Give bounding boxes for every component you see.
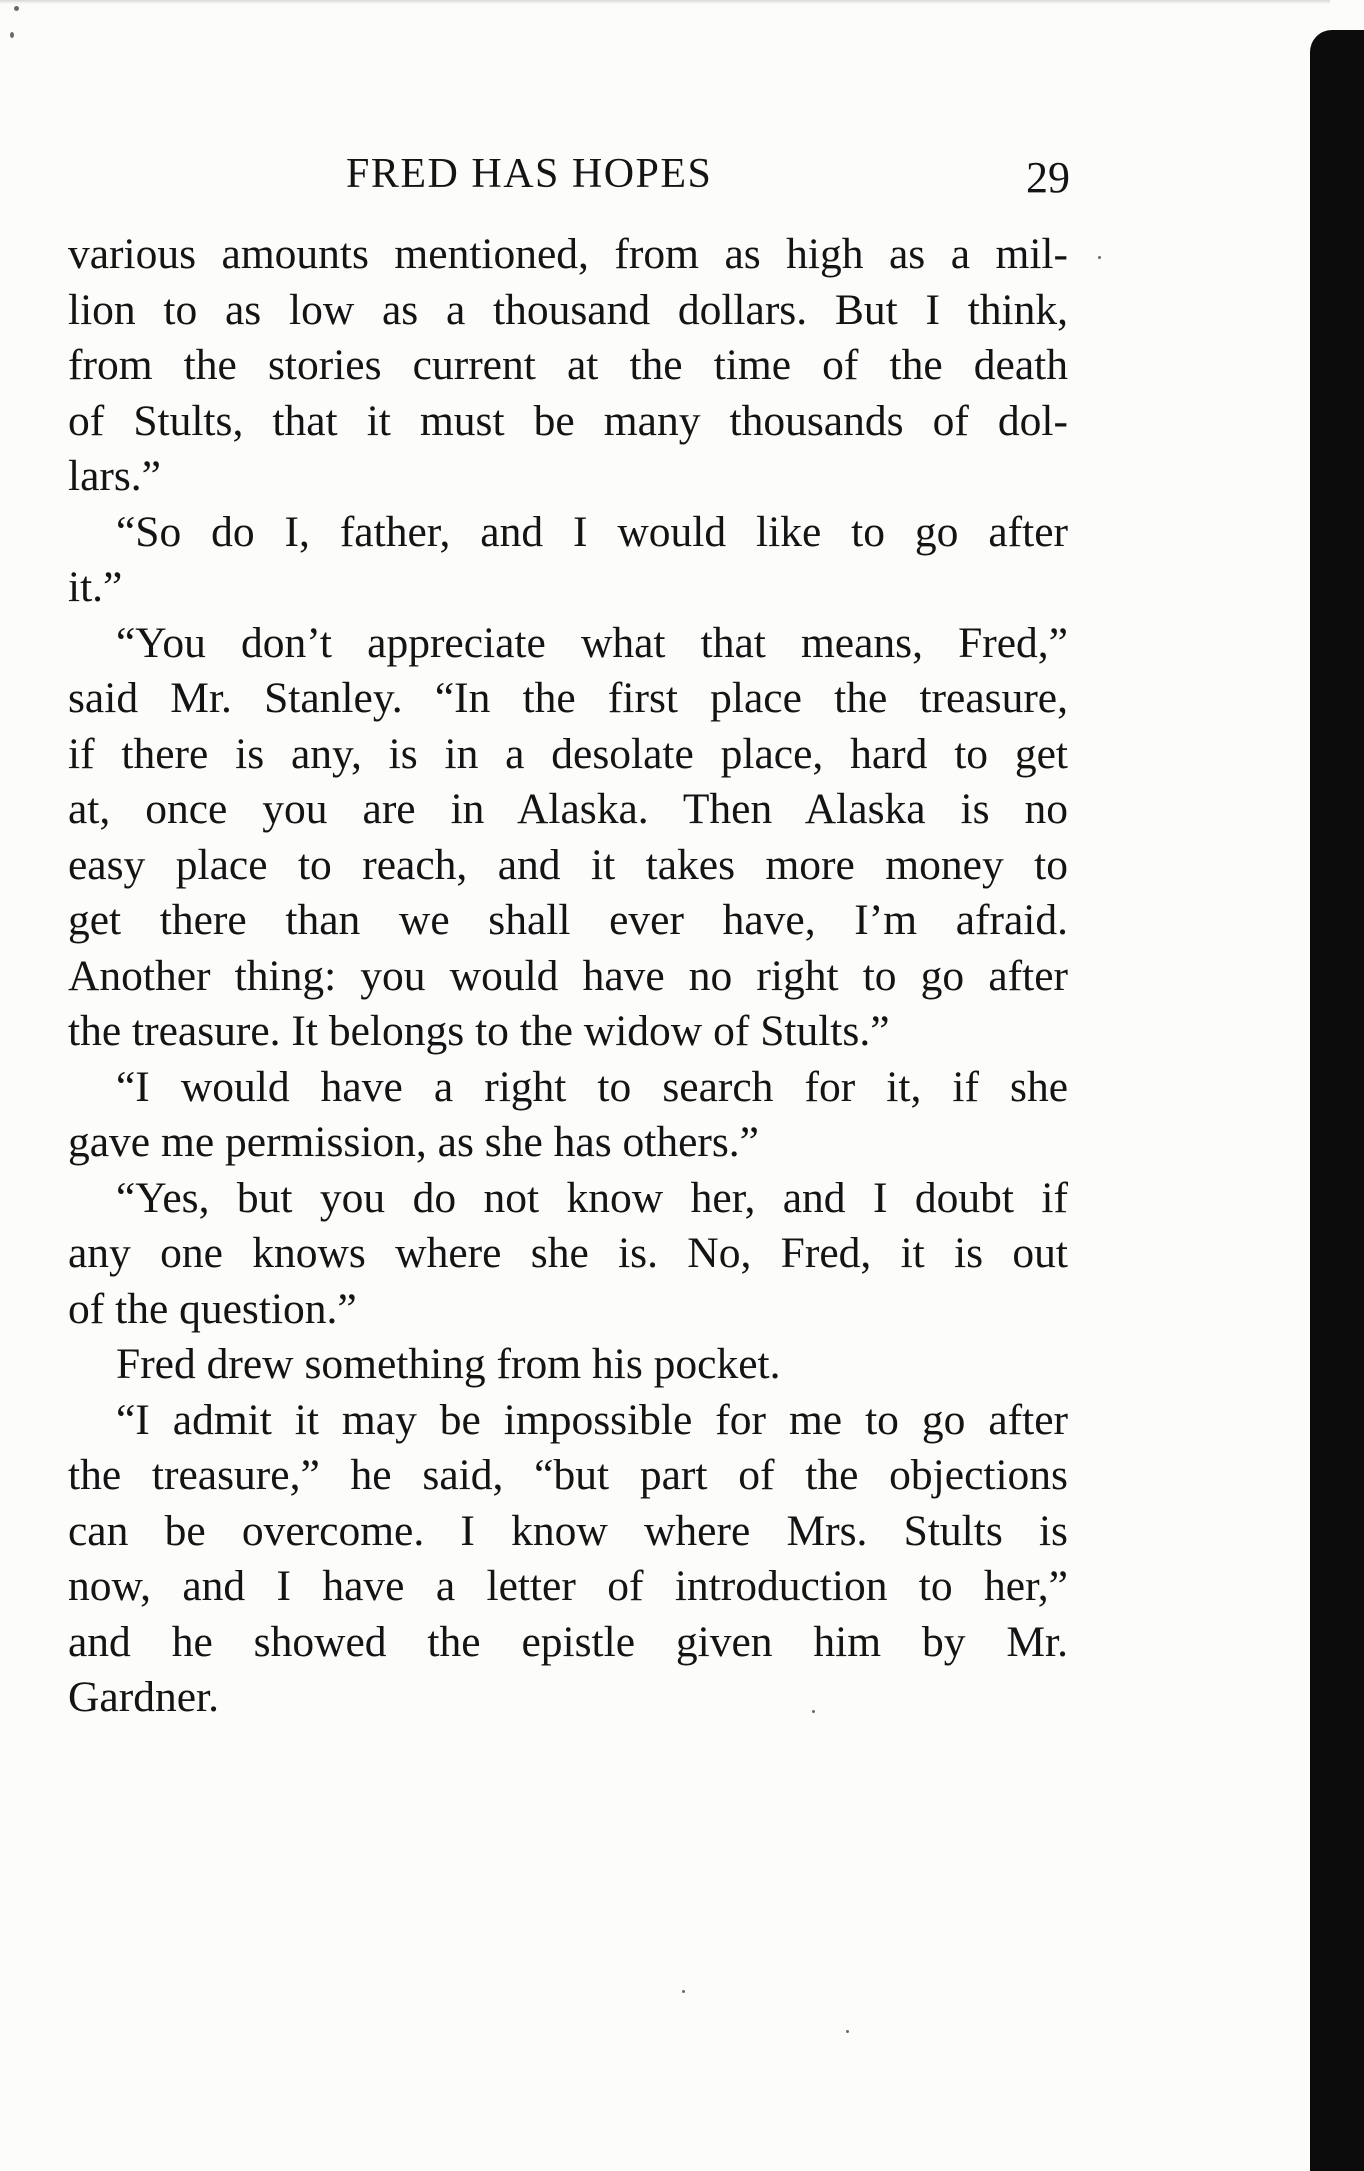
text-line: lars.” <box>68 452 161 500</box>
running-title: FRED HAS HOPES <box>346 151 713 197</box>
print-speck <box>10 32 14 38</box>
page-top-edge <box>0 0 1330 4</box>
print-speck <box>812 1710 815 1713</box>
text-line: Another thing: you would have no right to go after <box>68 951 1068 1000</box>
print-speck <box>846 2030 849 2033</box>
text-line: “Yes, but you do not know her, and I doubt if <box>116 1173 1068 1222</box>
text-line: “I admit it may be impossible for me to go after <box>116 1395 1068 1444</box>
text-line: “I would have a right to search for it, if she <box>116 1062 1068 1111</box>
text-line: said Mr. Stanley. “In the first place the treasure, <box>68 674 1068 722</box>
print-speck <box>1098 256 1101 259</box>
text-line: Gardner. <box>68 1673 219 1721</box>
text-line: of Stults, that it must be many thousands of dol- <box>68 396 1068 445</box>
text-line: the treasure,” he said, “but part of the objections <box>68 1451 1068 1499</box>
text-line: it.” <box>68 563 123 611</box>
print-speck <box>14 6 19 11</box>
page-header <box>68 150 1068 200</box>
text-line: any one knows where she is. No, Fred, it is out <box>68 1229 1068 1277</box>
text-line: the treasure. It belongs to the widow of Stults.” <box>68 1007 890 1055</box>
text-line: gave me permission, as she has others.” <box>68 1118 759 1166</box>
text-line: and he showed the epistle given him by Mr. <box>68 1617 1068 1666</box>
text-line: get there than we shall ever have, I’m afraid. <box>68 896 1068 944</box>
text-line: various amounts mentioned, from as high as a mil- <box>68 230 1068 278</box>
text-line: from the stories current at the time of the death <box>68 341 1068 389</box>
text-line: “You don’t appreciate what that means, Fred,” <box>116 618 1068 667</box>
text-line: can be overcome. I know where Mrs. Stults is <box>68 1506 1068 1555</box>
text-line: lion to as low as a thousand dollars. But I think, <box>68 285 1068 334</box>
text-line: Fred drew something from his pocket. <box>116 1340 781 1388</box>
text-line: easy place to reach, and it takes more money to <box>68 840 1068 889</box>
text-line: now, and I have a letter of introduction to her,” <box>68 1562 1068 1610</box>
text-line: of the question.” <box>68 1284 357 1333</box>
print-speck <box>682 1990 685 1993</box>
text-line: at, once you are in Alaska. Then Alaska is no <box>68 785 1068 833</box>
page-number: 29 <box>1026 153 1070 202</box>
page-edge-shadow <box>1310 30 1364 2171</box>
text-line: if there is any, is in a desolate place, hard to get <box>68 729 1068 778</box>
body-text <box>68 227 1068 1726</box>
text-line: “So do I, father, and I would like to go after <box>116 507 1068 556</box>
